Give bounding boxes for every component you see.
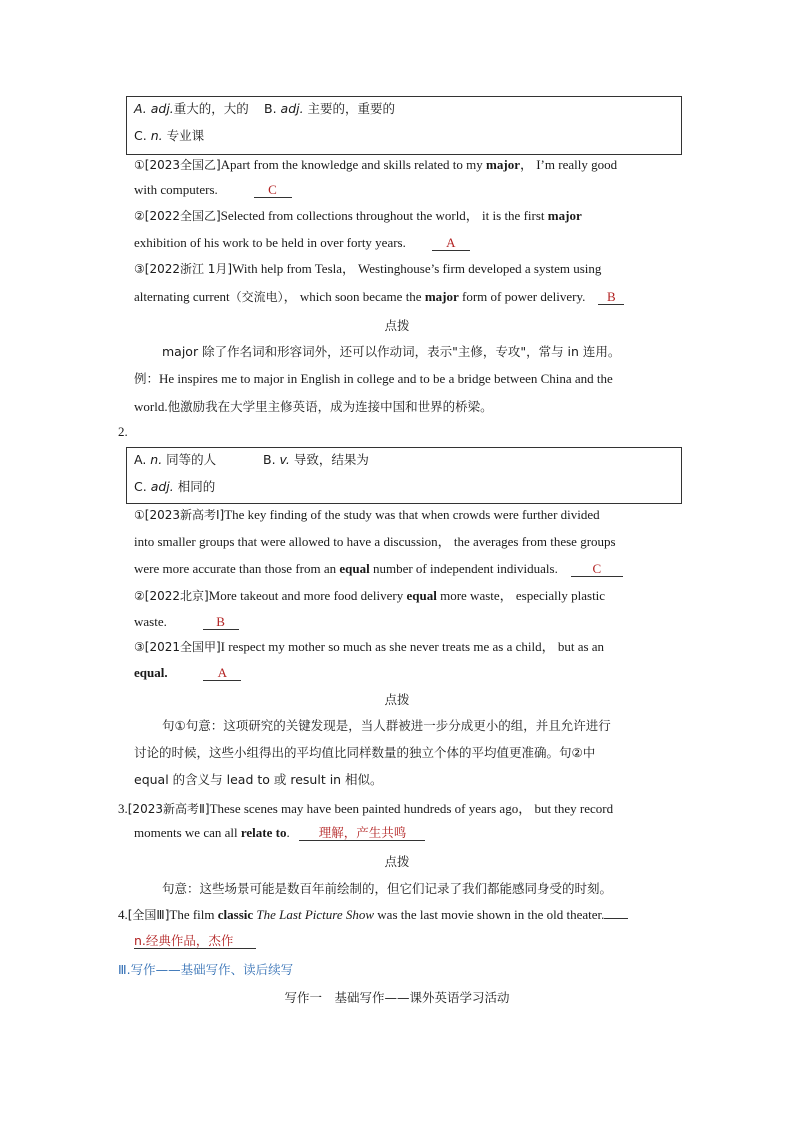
q3-tip-title: 点拨 [384,854,410,869]
q2-tip-line-1: 句①句意：这项研究的关键发现是，当人群被进一步分成更小的组，并且允许进行 [162,718,611,733]
q1-tip-line-3: world.他激励我在大学里主修英语，成为连接中国和世界的桥梁。 [134,399,493,414]
q2-sentence-1-line-1: ①[2023新高考Ⅰ]The key finding of the study was that when crowds were further divided [134,507,600,522]
q3-line-1: 3.[2023新高考Ⅱ]These scenes may have been painted hundreds of years ago， but they record [118,801,614,816]
q2-sentence-2-line-1: ②[2022北京]More takeout and more food delivery equal more waste， especially plastic [134,588,606,603]
section-subheading: 写作一 基础写作——课外英语学习活动 [284,990,510,1005]
q1-answer-1: C [254,182,292,198]
q1-sentence-1-line-2: with computers. C [134,180,292,200]
q1-sentence-2-line-1: ②[2022全国乙]Selected from collections throughout the world， it is the first major [134,208,582,223]
q2-option-a: A. n. 同等的人 [134,452,217,467]
q1-sentence-2-line-2: exhibition of his work to be held in over forty years. A [134,233,470,253]
q2-option-b: B. v. 导致，结果为 [263,452,369,467]
q2-answer-1: C [571,561,623,577]
q1-tip-title: 点拨 [384,318,410,333]
q2-tip-line-2: 讨论的时候，这些小组得出的平均值比同样数量的独立个体的平均值更准确。句②中 [134,745,596,760]
q2-sentence-1-line-2: into smaller groups that were allowed to have a discussion， the averages from these groups [134,534,616,549]
section-heading: Ⅲ.写作——基础写作、读后续写 [118,962,294,977]
q1-option-c: C. n. 专业课 [134,128,205,143]
q2-tip-line-3: equal 的含义与 lead to 或 result in 相似。 [134,772,383,787]
q1-answer-3: B [598,289,624,305]
q1-answer-2: A [432,235,470,251]
q1-tip-line-2: 例：He inspires me to major in English in college and to be a bridge between China and the [134,371,613,386]
q3-line-2: moments we can all relate to. 理解，产生共鸣 [134,825,425,841]
q2-sentence-2-line-2: waste. B [134,612,239,632]
q2-answer-3: A [203,665,241,681]
q4-answer-line [134,933,256,949]
q3-tip-line-1: 句意：这些场景可能是数百年前绘制的，但它们记录了我们都能感同身受的时刻。 [162,881,613,896]
q2-answer-2: B [203,614,239,630]
q1-option-b: B. adj. 主要的，重要的 [264,101,396,116]
q2-sentence-1-line-3: were more accurate than those from an equal number of independent individuals. C [134,559,623,579]
q4-line-1: 4.[全国Ⅲ]The film classic The Last Picture Show was the last movie shown in the old theater. [118,906,628,923]
q4-answer: n.经典作品，杰作 [134,933,256,949]
q1-sentence-3-line-1: ③[2022浙江 1月]With help from Tesla， Westinghouse’s firm developed a system using [134,261,602,276]
q2-sentence-3-line-2: equal. A [134,663,241,683]
q3-answer: 理解，产生共鸣 [299,825,425,841]
q2-tip-title: 点拨 [384,692,410,707]
q1-sentence-3-line-2: alternating current（交流电）， which soon became the major form of power delivery. B [134,287,624,307]
q2-number: 2. [118,424,128,439]
q1-tip-line-1: major 除了作名词和形容词外，还可以作动词，表示"主修，专攻"，常与 in 连用。 [162,344,621,359]
q1-sentence-1-line-1: ①[2023全国乙]Apart from the knowledge and skills related to my major， I’m really good [134,157,618,172]
q2-sentence-3-line-1: ③[2021全国甲]I respect my mother so much as she never treats me as a child， but as an [134,639,605,654]
q2-option-c: C. adj. 相同的 [134,479,216,494]
q1-option-a: A. adj.重大的，大的 [134,101,249,116]
